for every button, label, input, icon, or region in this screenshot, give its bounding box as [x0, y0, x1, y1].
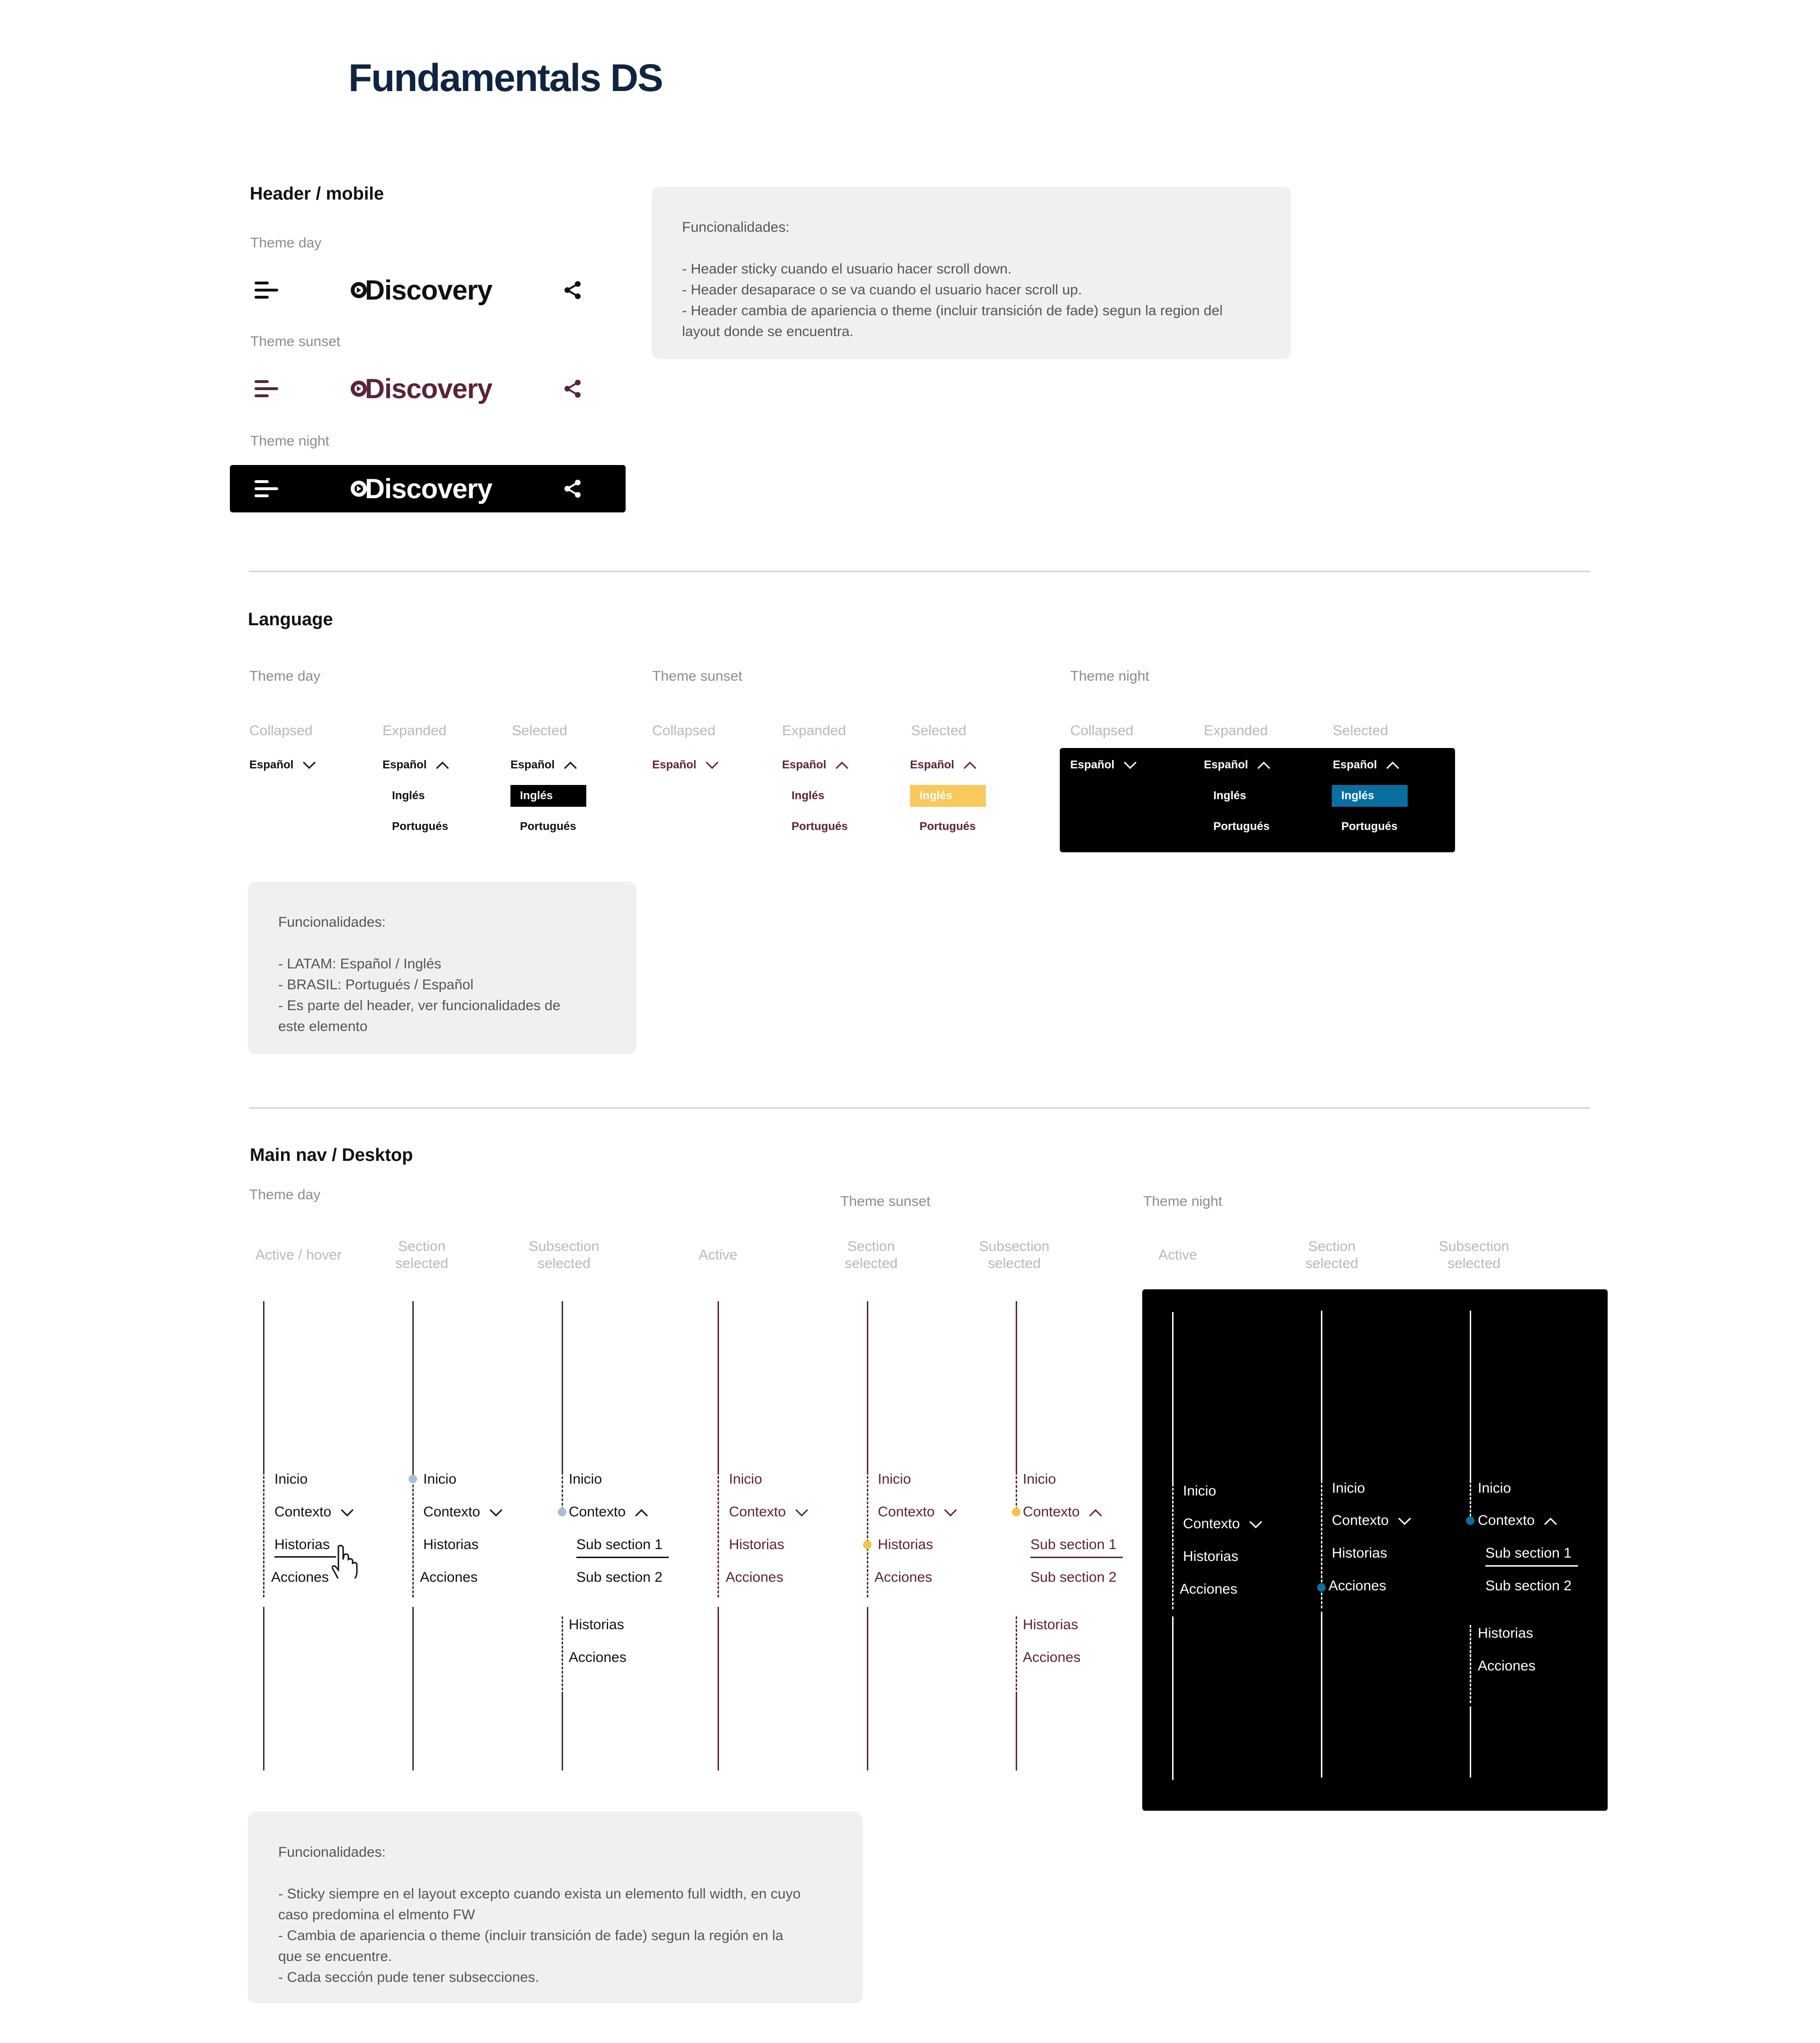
- nav-item-acciones[interactable]: Acciones: [874, 1569, 932, 1585]
- nav-subitem-sub-section-1[interactable]: Sub section 1: [1485, 1545, 1572, 1561]
- active-indicator-dot: [1317, 1583, 1326, 1592]
- nav-item-acciones[interactable]: Acciones: [726, 1569, 783, 1585]
- nav-item-contexto[interactable]: Contexto: [1332, 1513, 1409, 1529]
- nav-item-contexto[interactable]: Contexto: [878, 1504, 955, 1520]
- state-label-selected: Selected: [1333, 723, 1388, 739]
- nav-subitem-sub-section-2[interactable]: Sub section 2: [1485, 1578, 1572, 1594]
- nav-track-line: [263, 1607, 264, 1770]
- chevron-down-icon: [706, 757, 719, 769]
- language-option-portugues[interactable]: Portugués: [392, 820, 448, 833]
- language-option-ingles-selected[interactable]: Inglés: [1332, 785, 1408, 807]
- language-selector-selected[interactable]: Español: [1333, 758, 1397, 772]
- note-main-nav-functionalities: Funcionalidades: - Sticky siempre en el layout excepto cuando exista un elemento full width, en cuyo caso predomina el elmento FW - Cambia de apariencia o theme (incluir transición de fade) segun la región en la que se encuentre. - Cada sección pude tener subsecciones.: [248, 1812, 863, 2003]
- language-option-portugues[interactable]: Portugués: [792, 820, 848, 833]
- nav-track-line: [718, 1607, 719, 1770]
- nav-item-acciones[interactable]: Acciones: [1329, 1578, 1386, 1594]
- nav-item-contexto[interactable]: Contexto: [274, 1504, 352, 1520]
- language-option-ingles-selected[interactable]: Inglés: [510, 785, 586, 807]
- nav-item-contexto[interactable]: Contexto: [1023, 1504, 1100, 1520]
- nav-item-contexto[interactable]: Contexto: [1478, 1513, 1555, 1529]
- nav-track-line: [412, 1301, 414, 1472]
- nav-track-line: [867, 1607, 868, 1770]
- chevron-up-icon: [1089, 1509, 1102, 1522]
- nav-item-inicio[interactable]: Inicio: [569, 1471, 602, 1487]
- active-indicator-dot: [558, 1508, 566, 1516]
- nav-item-historias[interactable]: Historias: [423, 1537, 479, 1552]
- note-language-functionalities: Funcionalidades: - LATAM: Español / Inglés - BRASIL: Portugués / Español - Es parte del header, ver funcionalidades de este elemento: [248, 882, 637, 1054]
- nav-dashed-line: [867, 1472, 868, 1597]
- nav-track-line: [867, 1301, 868, 1472]
- state-label-collapsed: Collapsed: [249, 723, 313, 739]
- mobile-header-day: [230, 266, 626, 314]
- theme-label-sunset: Theme sunset: [652, 668, 743, 684]
- state-label-selected: Selected: [512, 723, 567, 739]
- nav-item-historias[interactable]: Historias: [1183, 1549, 1238, 1564]
- nav-item-historias[interactable]: Historias: [569, 1617, 624, 1633]
- language-selector-expanded[interactable]: Español: [382, 758, 447, 772]
- chevron-down-icon: [944, 1504, 957, 1516]
- theme-label-day: Theme day: [249, 668, 321, 684]
- menu-icon[interactable]: [255, 379, 280, 398]
- active-indicator-dot: [1012, 1508, 1020, 1516]
- chevron-up-icon: [635, 1509, 648, 1522]
- nav-track-line: [1321, 1612, 1322, 1778]
- nav-item-historias[interactable]: Historias: [729, 1537, 784, 1552]
- hover-underline: [274, 1556, 336, 1558]
- chevron-up-icon: [836, 762, 848, 775]
- chevron-down-icon: [303, 757, 316, 769]
- theme-label-sunset: Theme sunset: [840, 1194, 931, 1209]
- nav-item-inicio[interactable]: Inicio: [1183, 1483, 1217, 1499]
- nav-item-historias[interactable]: Historias: [1332, 1545, 1387, 1561]
- nav-item-contexto[interactable]: Contexto: [1183, 1516, 1260, 1532]
- menu-icon[interactable]: [255, 479, 280, 498]
- chevron-down-icon: [1249, 1515, 1262, 1528]
- nav-item-inicio[interactable]: Inicio: [423, 1471, 457, 1487]
- share-icon[interactable]: [562, 378, 583, 400]
- nav-subitem-sub-section-2[interactable]: Sub section 2: [576, 1569, 663, 1585]
- section-title-main-nav: Main nav / Desktop: [250, 1145, 413, 1165]
- chevron-up-icon: [1544, 1517, 1557, 1530]
- nav-item-acciones[interactable]: Acciones: [1180, 1581, 1238, 1597]
- language-option-ingles[interactable]: Inglés: [392, 789, 425, 802]
- state-label-selected: Selected: [911, 723, 966, 739]
- nav-item-historias[interactable]: Historias: [1023, 1617, 1078, 1633]
- share-icon[interactable]: [562, 279, 583, 301]
- discovery-logo[interactable]: Discovery: [351, 373, 492, 405]
- nav-track-line: [718, 1301, 719, 1472]
- nav-item-acciones[interactable]: Acciones: [1478, 1658, 1536, 1674]
- language-selector-collapsed[interactable]: Español: [652, 758, 717, 772]
- divider: [249, 1107, 1590, 1109]
- nav-item-acciones[interactable]: Acciones: [271, 1569, 329, 1585]
- state-label-expanded: Expanded: [1204, 723, 1268, 739]
- note-header-functionalities: Funcionalidades: - Header sticky cuando el usuario hacer scroll down. - Header desaparace o se va cuando el usuario hacer scroll up. - Header cambia de apariencia o theme (incluir transición de fade) segun la region del layout donde se encuentra.: [652, 187, 1291, 359]
- chevron-down-icon: [1124, 757, 1137, 769]
- selected-underline: [1030, 1557, 1123, 1558]
- nav-item-historias[interactable]: Historias: [274, 1537, 330, 1552]
- section-title-language: Language: [248, 610, 333, 629]
- nav-track-line: [1321, 1311, 1322, 1480]
- language-option-ingles-selected[interactable]: Inglés: [910, 785, 986, 807]
- chevron-up-icon: [436, 762, 449, 775]
- chevron-up-icon: [564, 762, 577, 775]
- nav-subitem-sub-section-2[interactable]: Sub section 2: [1030, 1569, 1117, 1585]
- state-label-subsection-selected: Subsection selected: [528, 1239, 600, 1271]
- nav-item-inicio[interactable]: Inicio: [729, 1471, 763, 1487]
- state-label-collapsed: Collapsed: [652, 723, 716, 739]
- language-option-portugues[interactable]: Portugués: [919, 820, 976, 833]
- language-option-ingles[interactable]: Inglés: [1213, 789, 1247, 802]
- nav-item-inicio[interactable]: Inicio: [1332, 1480, 1365, 1496]
- nav-track-line: [1172, 1312, 1174, 1484]
- theme-label-day: Theme day: [250, 235, 322, 251]
- discovery-logo[interactable]: Discovery: [351, 274, 492, 306]
- language-option-portugues[interactable]: Portugués: [1213, 820, 1270, 833]
- language-selector-selected[interactable]: Español: [510, 758, 575, 772]
- nav-item-inicio[interactable]: Inicio: [274, 1471, 308, 1487]
- discovery-logo[interactable]: Discovery: [351, 473, 492, 505]
- nav-item-acciones[interactable]: Acciones: [1023, 1650, 1081, 1665]
- nav-dashed-line: [562, 1616, 563, 1695]
- chevron-up-icon: [964, 762, 976, 775]
- language-option-portugues[interactable]: Portugués: [520, 820, 576, 833]
- nav-track-line: [562, 1301, 563, 1472]
- language-selector-expanded[interactable]: Español: [782, 758, 846, 772]
- state-label-subsection-selected: Subsection selected: [1438, 1239, 1510, 1271]
- mobile-header-sunset: [230, 365, 626, 412]
- share-icon[interactable]: [562, 478, 583, 500]
- nav-item-acciones[interactable]: Acciones: [420, 1569, 478, 1585]
- chevron-down-icon: [1398, 1512, 1411, 1525]
- nav-track-line: [1470, 1311, 1471, 1480]
- page-title: Fundamentals DS: [348, 56, 663, 100]
- theme-label-night: Theme night: [1143, 1194, 1222, 1209]
- chevron-down-icon: [795, 1504, 808, 1516]
- nav-dashed-line: [263, 1472, 264, 1597]
- theme-label-sunset: Theme sunset: [250, 334, 341, 349]
- state-label-collapsed: Collapsed: [1070, 723, 1134, 739]
- nav-track-line: [263, 1301, 264, 1472]
- nav-track-line: [1016, 1301, 1017, 1472]
- state-label-section-selected: Section selected: [395, 1239, 448, 1271]
- state-label-section-selected: Section selected: [1305, 1239, 1358, 1271]
- nav-dashed-line: [1470, 1625, 1471, 1703]
- nav-dashed-line: [718, 1472, 719, 1597]
- nav-item-historias[interactable]: Historias: [878, 1537, 933, 1552]
- language-option-portugues[interactable]: Portugués: [1341, 820, 1398, 833]
- theme-label-day: Theme day: [249, 1187, 321, 1203]
- nav-subitem-sub-section-1[interactable]: Sub section 1: [1030, 1537, 1117, 1552]
- menu-icon[interactable]: [255, 281, 280, 300]
- nav-track-line: [1016, 1695, 1017, 1770]
- language-selector-collapsed[interactable]: Español: [249, 758, 314, 772]
- language-option-ingles[interactable]: Inglés: [792, 789, 825, 802]
- state-label-expanded: Expanded: [782, 723, 846, 739]
- language-selector-selected[interactable]: Español: [910, 758, 974, 772]
- state-label-expanded: Expanded: [382, 723, 447, 739]
- nav-item-historias[interactable]: Historias: [1478, 1625, 1533, 1641]
- state-label-section-selected: Section selected: [845, 1239, 898, 1271]
- divider: [249, 571, 1590, 572]
- nav-track-line: [1172, 1616, 1174, 1780]
- state-label-active: Active: [1158, 1247, 1197, 1263]
- nav-item-inicio[interactable]: Inicio: [1478, 1480, 1511, 1496]
- chevron-down-icon: [341, 1504, 354, 1516]
- selected-underline: [1485, 1565, 1578, 1567]
- active-indicator-dot: [863, 1541, 872, 1549]
- language-selector-collapsed[interactable]: Español: [1070, 758, 1135, 772]
- state-label-subsection-selected: Subsection selected: [979, 1239, 1050, 1271]
- active-indicator-dot: [1466, 1516, 1474, 1525]
- state-label-active-hover: Active / hover: [255, 1247, 342, 1263]
- nav-item-contexto[interactable]: Contexto: [569, 1504, 646, 1520]
- nav-track-line: [1470, 1706, 1471, 1778]
- nav-dashed-line: [412, 1472, 414, 1597]
- chevron-down-icon: [490, 1504, 502, 1516]
- nav-item-acciones[interactable]: Acciones: [569, 1650, 627, 1665]
- section-title-header-mobile: Header / mobile: [250, 184, 384, 204]
- language-selector-expanded[interactable]: Español: [1204, 758, 1268, 772]
- nav-item-contexto[interactable]: Contexto: [729, 1504, 806, 1520]
- nav-dashed-line: [1172, 1484, 1174, 1609]
- nav-item-inicio[interactable]: Inicio: [878, 1471, 911, 1487]
- nav-item-inicio[interactable]: Inicio: [1023, 1471, 1056, 1487]
- selected-underline: [576, 1557, 669, 1558]
- nav-dashed-line: [1016, 1616, 1017, 1695]
- nav-subitem-sub-section-1[interactable]: Sub section 1: [576, 1537, 663, 1552]
- hand-cursor-icon: [332, 1544, 359, 1578]
- mobile-header-night: [230, 465, 626, 512]
- theme-label-night: Theme night: [250, 433, 329, 449]
- theme-label-night: Theme night: [1070, 668, 1149, 684]
- state-label-active: Active: [699, 1247, 737, 1263]
- nav-dashed-line: [1470, 1480, 1471, 1521]
- nav-track-line: [412, 1607, 414, 1770]
- active-indicator-dot: [409, 1475, 417, 1483]
- nav-item-contexto[interactable]: Contexto: [423, 1504, 500, 1520]
- nav-track-line: [562, 1695, 563, 1770]
